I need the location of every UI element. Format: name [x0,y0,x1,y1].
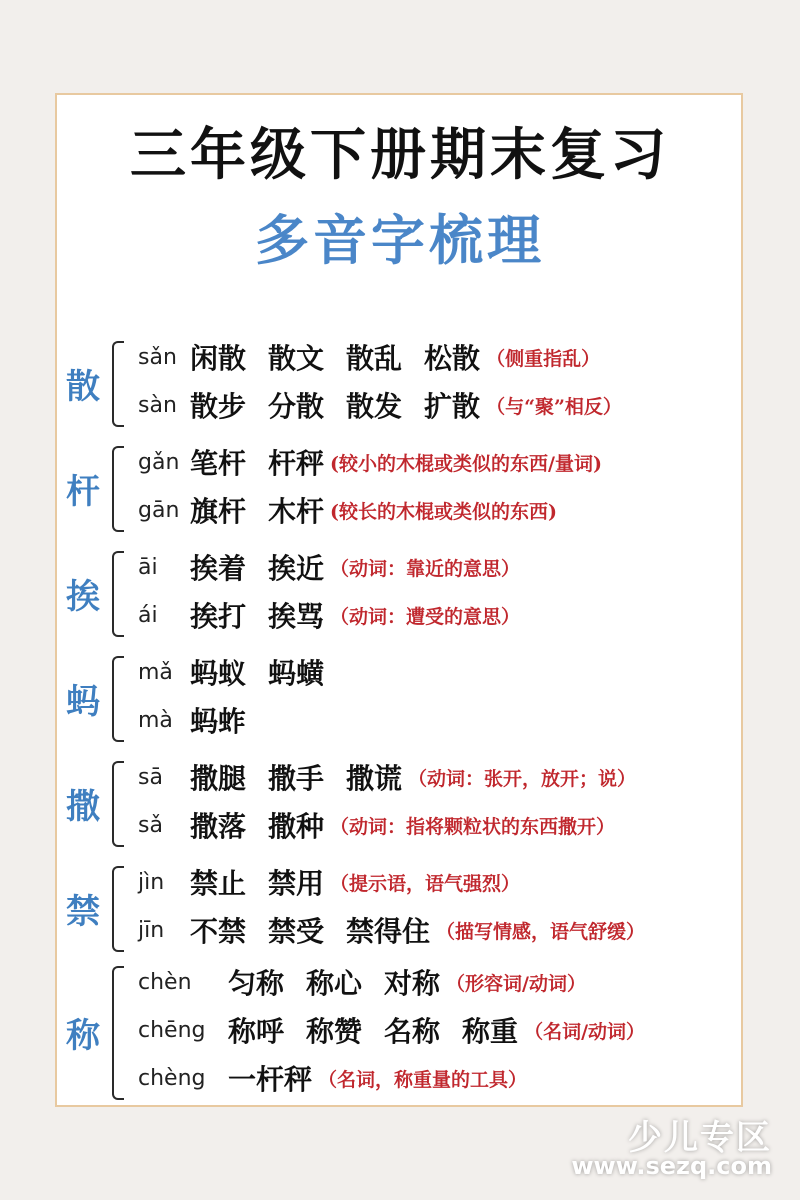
word: 撒手 [268,762,325,795]
pinyin: jìn [138,869,165,895]
word: 挨近 [268,552,325,585]
page-title: 三年级下册期末复习 [130,122,670,188]
word: 称重 [462,1015,519,1048]
usage-note: （与“聚”相反） [486,395,622,418]
reading-row [138,383,622,427]
word-list [190,910,430,950]
pinyin: mǎ [138,659,173,685]
word: 散发 [346,390,403,423]
word: 禁得住 [346,915,431,948]
bracket [112,341,124,427]
reading-row [138,755,636,799]
word: 名称 [384,1015,441,1048]
reading-row [138,335,600,379]
pinyin: ái [138,602,158,628]
bracket [112,966,124,1100]
word: 禁止 [190,867,247,900]
word: 笔杆 [190,447,247,480]
usage-note: （形容词/动词） [446,972,586,995]
bracket [112,866,124,952]
polyphone-char: 撒 [66,787,100,827]
polyphone-char: 散 [66,367,100,407]
word-list [190,805,324,845]
word-list [228,1010,518,1050]
reading-row [138,1008,645,1052]
word: 称呼 [228,1015,285,1048]
word: 撒落 [190,810,247,843]
usage-note: （动词：张开，放开；说） [408,767,637,790]
word: 旗杆 [190,495,247,528]
word: 禁用 [268,867,325,900]
usage-note: （动词：遭受的意思） [330,605,521,628]
word: 称心 [306,967,363,1000]
word-list [190,490,324,530]
usage-note: (较小的木棍或类似的东西/量词) [330,452,602,475]
usage-note: （动词：指将颗粒状的东西撒开） [330,815,616,838]
word: 挨骂 [268,600,325,633]
word: 散文 [268,342,325,375]
word-list [190,547,324,587]
reading-row [138,593,520,637]
pinyin: chèng [138,1065,206,1091]
pinyin: sā [138,764,163,790]
pinyin: gān [138,497,180,523]
usage-note: （描写情感，语气舒缓） [436,920,646,943]
word: 杆秤 [268,447,325,480]
reading-row [138,650,324,694]
word: 对称 [384,967,441,1000]
polyphone-char: 杆 [66,472,100,512]
word: 禁受 [268,915,325,948]
reading-row [138,698,246,742]
word-list [190,385,480,425]
word: 分散 [268,390,325,423]
word: 蚂蟥 [268,657,325,690]
page-subtitle: 多音字梳理 [255,208,545,272]
word: 松散 [424,342,481,375]
word-list [228,1058,312,1098]
word: 散步 [190,390,247,423]
word-list [190,862,324,902]
reading-row [138,545,520,589]
polyphone-char: 挨 [66,577,100,617]
usage-note: （动词：靠近的意思） [330,557,521,580]
pinyin: chēng [138,1017,206,1043]
watermark-name: 少儿专区 [628,1118,772,1158]
reading-row [138,488,557,532]
word-list [228,962,440,1002]
word: 扩散 [424,390,481,423]
word: 挨打 [190,600,247,633]
pinyin: āi [138,554,158,580]
bracket [112,761,124,847]
pinyin: sǎ [138,812,163,838]
watermark-url: www.sezq.com [571,1152,772,1180]
polyphone-char: 蚂 [66,682,100,722]
usage-note: （名词，称重量的工具） [318,1068,528,1091]
pinyin: chèn [138,969,192,995]
reading-row [138,1056,527,1100]
word-list [190,652,324,692]
word: 木杆 [268,495,325,528]
word: 不禁 [190,915,247,948]
bracket [112,551,124,637]
word: 蚂蚁 [190,657,247,690]
bracket [112,446,124,532]
word: 撒种 [268,810,325,843]
polyphone-char: 禁 [66,892,100,932]
word: 挨着 [190,552,247,585]
reading-row [138,960,586,1004]
word: 蚂蚱 [190,705,247,738]
word: 撒谎 [346,762,403,795]
polyphone-char: 称 [66,1016,100,1056]
reading-row [138,803,615,847]
usage-note: (较长的木棍或类似的东西) [330,500,558,523]
word-list [190,337,480,377]
word-list [190,700,246,740]
word-list [190,595,324,635]
usage-note: （提示语，语气强烈） [330,872,521,895]
word: 匀称 [228,967,285,1000]
pinyin: sàn [138,392,177,418]
word-list [190,442,324,482]
usage-note: （名词/动词） [524,1020,646,1043]
pinyin: jīn [138,917,165,943]
bracket [112,656,124,742]
word: 一杆秤 [228,1063,313,1096]
reading-row [138,908,645,952]
usage-note: （侧重指乱） [486,347,601,370]
word: 闲散 [190,342,247,375]
pinyin: sǎn [138,344,177,370]
word-list [190,757,402,797]
word: 称赞 [306,1015,363,1048]
reading-row [138,440,602,484]
word: 撒腿 [190,762,247,795]
reading-row [138,860,520,904]
pinyin: gǎn [138,449,180,475]
pinyin: mà [138,707,173,733]
word: 散乱 [346,342,403,375]
